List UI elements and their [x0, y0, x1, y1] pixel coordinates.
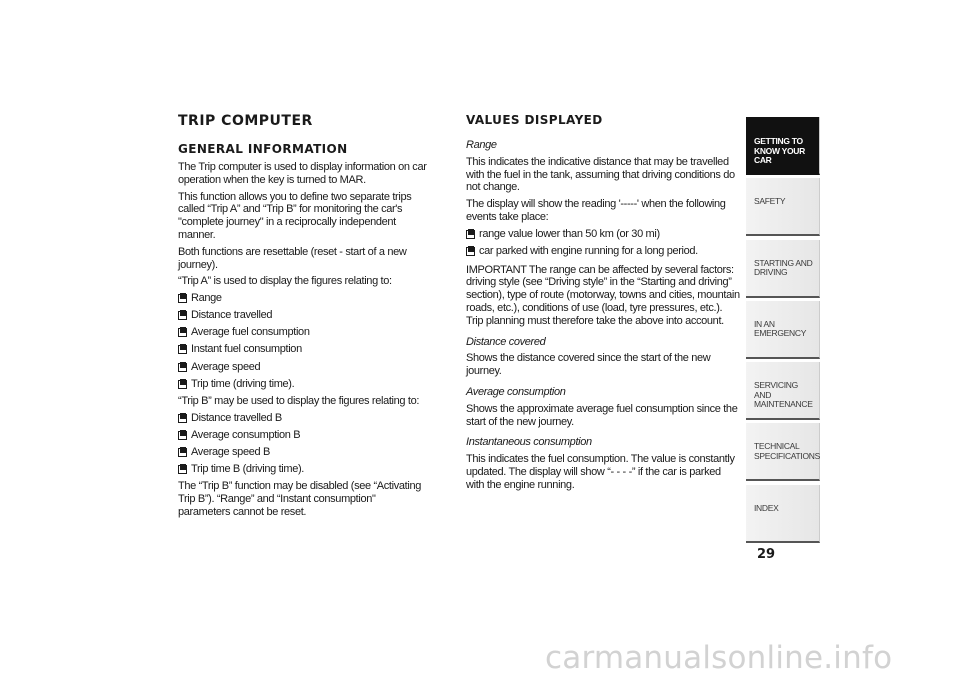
- range-list: [466, 228, 740, 258]
- paragraph: “Trip A” is used to display the figures relating to:: [178, 275, 392, 288]
- checkbox-bullet-icon: [466, 229, 475, 238]
- checkbox-bullet-icon: [178, 447, 187, 456]
- section-title: VALUES DISPLAYED: [466, 113, 603, 127]
- important-note: IMPORTANT The range can be affected by several factors: driving style (see “Driving style” in the “Starting and driving” section), type of route (motorway, towns and cities, mountain roads, etc.), conditions of use (load, tyre pressures, etc.). Trip planning must therefore take the above into account.: [466, 263, 740, 327]
- paragraph: This indicates the indicative distance that may be travelled with the fuel in the tank, assuming that driving conditions do not change.: [466, 155, 735, 194]
- list-item: Average speed B: [178, 446, 430, 459]
- average-consumption-heading: Average consumption: [466, 386, 566, 399]
- list-item: Average consumption B: [178, 429, 430, 442]
- checkbox-bullet-icon: [178, 362, 187, 371]
- list-item: Range: [178, 292, 430, 305]
- page-number: 29: [756, 547, 776, 562]
- list-item: Trip time B (driving time).: [178, 463, 430, 476]
- paragraph: Shows the distance covered since the start of the new journey.: [466, 352, 711, 378]
- paragraph: Both functions are resettable (reset - start of a new journey).: [178, 245, 407, 271]
- paragraph: The display will show the reading '-----' when the following events take place:: [466, 198, 726, 223]
- list-item: Distance travelled: [178, 309, 430, 322]
- paragraph: The Trip computer is used to display information on car operation when the key is turned to MAR.: [178, 161, 427, 186]
- checkbox-bullet-icon: [178, 413, 187, 422]
- list-item: Trip time (driving time).: [178, 378, 430, 391]
- paragraph: Shows the approximate average fuel consumption since the start of the new journey.: [466, 402, 738, 428]
- checkbox-bullet-icon: [178, 327, 187, 336]
- trip-b-list: [178, 412, 430, 476]
- paragraph: This function allows you to define two separate trips called “Trip A” and “Trip B” for monitoring the car's "complete journey" in a reciprocally independent manner.: [178, 190, 412, 241]
- tab-in-an-emergency[interactable]: IN AN EMERGENCY: [746, 301, 820, 359]
- paragraph: The “Trip B” function may be disabled (see “Activating Trip B”). “Range” and “Instant consumption" parameters cannot be reset.: [178, 479, 421, 518]
- checkbox-bullet-icon: [178, 310, 187, 319]
- trip-a-list: [178, 292, 430, 390]
- tab-starting-and-driving[interactable]: STARTING AND DRIVING: [746, 240, 820, 298]
- tab-technical-specifications[interactable]: TECHNICAL SPECIFICATIONS: [746, 423, 820, 481]
- range-heading: Range: [466, 139, 497, 151]
- distance-heading: Distance covered: [466, 335, 546, 348]
- tab-getting-to-know-your-car[interactable]: GETTING TO KNOW YOUR CAR: [746, 117, 820, 175]
- right-column: [466, 113, 740, 496]
- chapter-sidebar: [746, 117, 820, 546]
- tab-safety[interactable]: SAFETY: [746, 178, 820, 236]
- paragraph: This indicates the fuel consumption. The value is constantly updated. The display will show “- - - -” if the car is parked with the engine running.: [466, 453, 735, 491]
- paragraph: “Trip B” may be used to display the figures relating to:: [178, 394, 420, 407]
- checkbox-bullet-icon: [178, 430, 187, 439]
- section-title: TRIP COMPUTER: [178, 113, 313, 129]
- watermark: carmanualsonline.info: [545, 640, 893, 676]
- tab-servicing-and-maintenance[interactable]: SERVICING AND MAINTENANCE: [746, 362, 820, 420]
- left-column: [178, 113, 430, 522]
- checkbox-bullet-icon: [178, 464, 187, 473]
- list-item: Average speed: [178, 361, 430, 374]
- list-item: Instant fuel consumption: [178, 343, 430, 356]
- checkbox-bullet-icon: [178, 293, 187, 302]
- tab-index[interactable]: INDEX: [746, 485, 820, 543]
- checkbox-bullet-icon: [178, 344, 187, 353]
- checkbox-bullet-icon: [466, 246, 475, 255]
- section-subtitle: GENERAL INFORMATION: [178, 142, 348, 156]
- list-item: car parked with engine running for a long period.: [466, 245, 740, 258]
- checkbox-bullet-icon: [178, 379, 187, 388]
- list-item: range value lower than 50 km (or 30 mi): [466, 228, 740, 241]
- instantaneous-consumption-heading: Instantaneous consumption: [466, 436, 592, 449]
- list-item: Distance travelled B: [178, 412, 430, 425]
- list-item: Average fuel consumption: [178, 326, 430, 339]
